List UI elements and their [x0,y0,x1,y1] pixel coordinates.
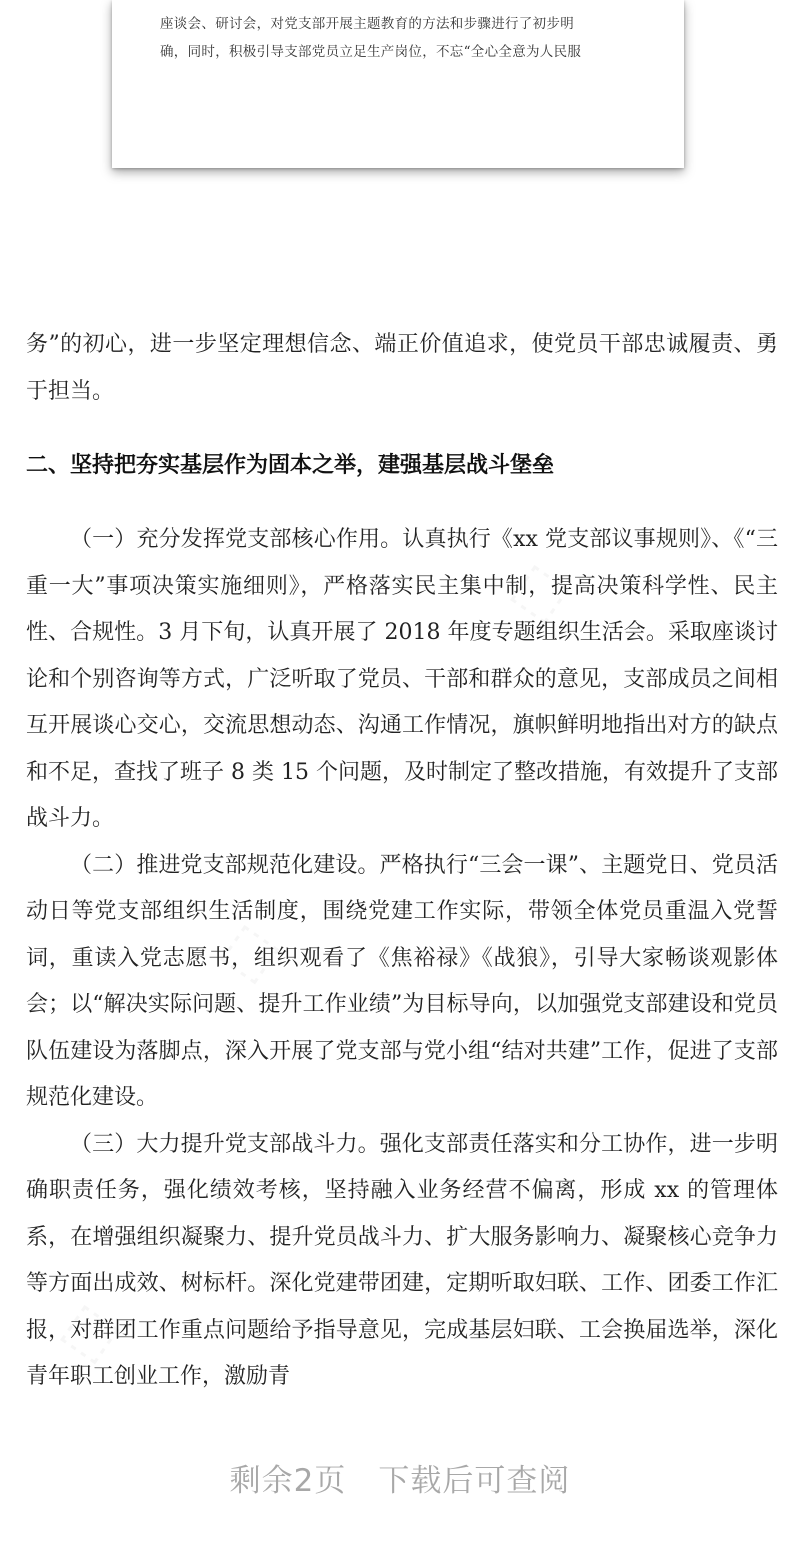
body-paragraph-3: （三）大力提升党支部战斗力。强化支部责任落实和分工协作，进一步明确职责任务，强化绩效考核，坚持融入业务经营不偏离，形成 xx 的管理体系，在增强组织凝聚力、提升党员战斗力、扩大服务影响力、凝聚核心竞争力等方面出成效、树标杆。深化党建带团建，定期听取妇联、工作、团委工作汇报，对群团工作重点问题给予指导意见，完成基层妇联、工会换届选举，深化青年职工创业工作，激励青 [26,1131,778,1389]
continuation-paragraph: 务”的初心，进一步坚定理想信念、端正价值追求，使党员干部忠诚履责、勇于担当。 [26,332,778,404]
body-paragraph-1: （一）充分发挥党支部核心作用。认真执行《xx 党支部议事规则》、《“三重一大”事项决策实施细则》，严格落实民主集中制，提高决策科学性、民主性、合规性。3 月下旬，认真开展了 2018 年度专题组织生活会。采取座谈讨论和个别咨询等方式，广泛听取了党员、干部和群众的意见，支部成员之间相互开展谈心交心，交流思想动态、沟通工作情况，旗帜鲜明地指出对方的缺点和不足，查找了班子 8 类 15 个问题，及时制定了整改措施，有效提升了支部战斗力。 [26,527,778,831]
remaining-pages-notice[interactable]: 剩余2页 下载后可查阅 [229,1463,571,1499]
section-heading: 二、坚持把夯实基层作为固本之举，建强基层战斗堡垒 [26,453,555,478]
preview-text-line: 座谈会、研讨会，对党支部开展主题教育的方法和步骤进行了初步明 [160,16,574,32]
body-paragraph-2: （二）推进党支部规范化建设。严格执行“三会一课”、主题党日、党员活动日等党支部组织生活制度，围绕党建工作实际，带领全体党员重温入党誓词，重读入党志愿书，组织观看了《焦裕禄》《战狼》，引导大家畅谈观影体会；以“解决实际问题、提升工作业绩”为目标导向，以加强党支部建设和党员队伍建设为落脚点，深入开展了党支部与党小组“结对共建”工作，促进了支部规范化建设。 [26,852,778,1110]
preview-text-line: 确，同时，积极引导支部党员立足生产岗位，不忘“全心全意为人民服 [160,44,582,60]
document-body [26,322,778,1401]
preview-page-card [112,0,684,168]
